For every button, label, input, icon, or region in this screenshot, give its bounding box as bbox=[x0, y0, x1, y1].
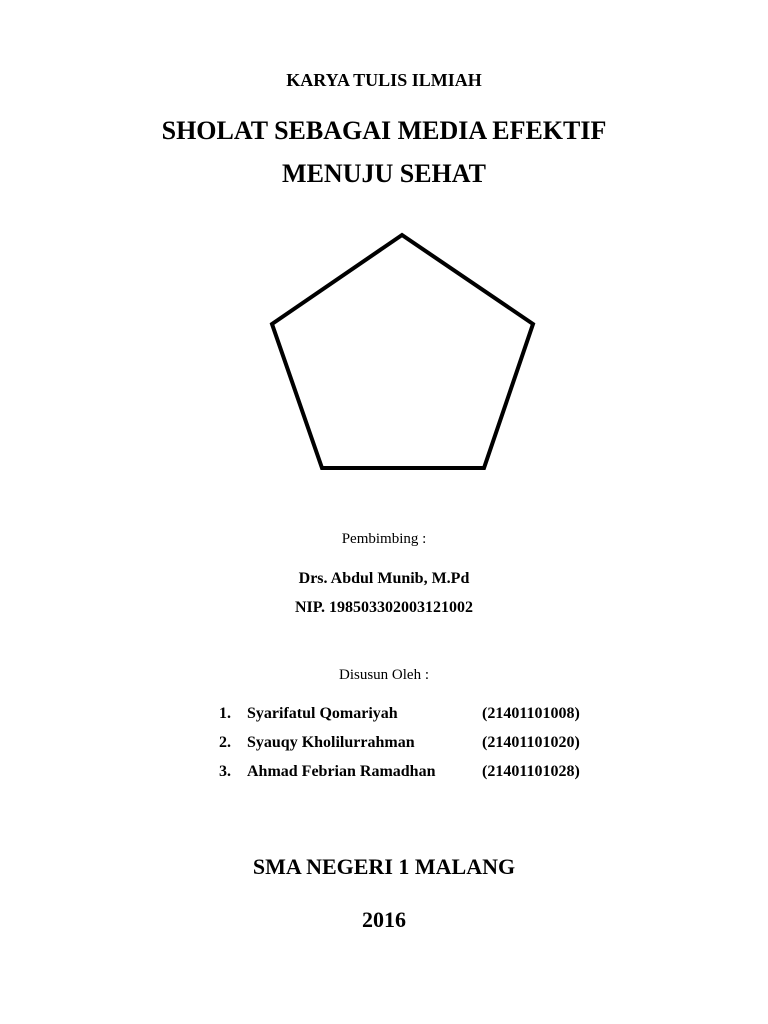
author-number: 1. bbox=[219, 705, 231, 722]
author-row bbox=[0, 703, 768, 725]
document-type: KARYA TULIS ILMIAH bbox=[286, 70, 482, 90]
author-number: 3. bbox=[219, 763, 231, 780]
title-line-2: MENUJU SEHAT bbox=[282, 159, 486, 188]
author-id: (21401101028) bbox=[482, 763, 580, 780]
school-name: SMA NEGERI 1 MALANG bbox=[252, 854, 516, 879]
author-id: (21401101020) bbox=[482, 734, 580, 751]
author-row bbox=[0, 761, 768, 783]
author-number: 2. bbox=[219, 734, 231, 751]
title-line-1: SHOLAT SEBAGAI MEDIA EFEKTIF bbox=[161, 116, 607, 145]
supervisor-label: Pembimbing : bbox=[341, 531, 427, 547]
author-name: Ahmad Febrian Ramadhan bbox=[247, 763, 436, 780]
author-row bbox=[0, 732, 768, 754]
author-name: Syarifatul Qomariyah bbox=[247, 705, 398, 722]
authors-label: Disusun Oleh : bbox=[339, 667, 429, 683]
supervisor-nip: NIP. 198503302003121002 bbox=[294, 599, 474, 616]
pentagon-icon bbox=[266, 230, 540, 474]
author-name: Syauqy Kholilurrahman bbox=[247, 734, 415, 751]
author-id: (21401101008) bbox=[482, 705, 580, 722]
supervisor-name: Drs. Abdul Munib, M.Pd bbox=[298, 570, 470, 587]
year: 2016 bbox=[362, 907, 406, 932]
